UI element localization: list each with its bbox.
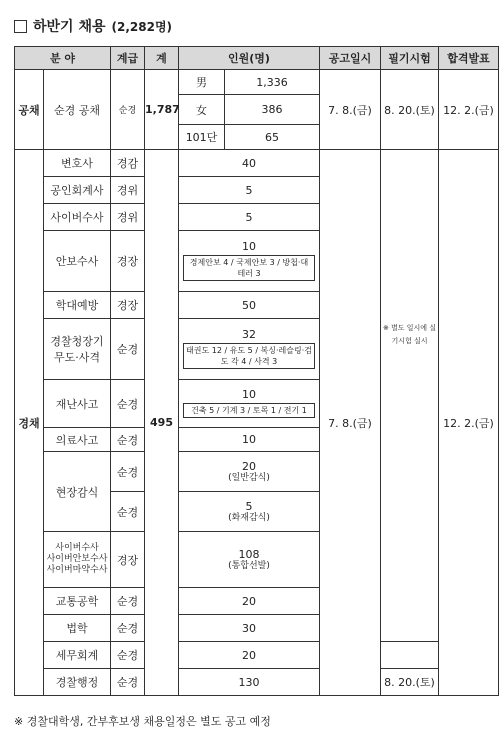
rank-cell: 경장	[111, 532, 145, 588]
written-note: ※ 별도 일시에 실기시험 실시	[382, 324, 437, 345]
count-value: 108	[238, 547, 260, 561]
gender-label: 女	[179, 95, 225, 125]
rank-cell: 순경	[111, 428, 145, 452]
table-row	[15, 150, 499, 177]
written-cell: 8. 20.(토)	[381, 70, 439, 150]
field-cell: 교통공학	[44, 588, 111, 615]
count-cell	[179, 452, 320, 492]
field-line: 사이버안보수사	[46, 554, 108, 564]
field-cell: 경찰청장기 무도·사격	[44, 319, 111, 380]
count-cell: 10	[179, 428, 320, 452]
breakdown-note: 태권도 12 / 유도 5 / 복싱·레슬링·검도 각 4 / 사격 3	[183, 343, 315, 369]
count-cell	[179, 319, 320, 380]
header-pass: 합격발표	[439, 47, 499, 70]
footer-note: ※ 경찰대학생, 간부후보생 채용일정은 별도 공고 예정	[14, 715, 271, 728]
count-cell: 20	[179, 588, 320, 615]
written-cell: 8. 20.(토)	[381, 669, 439, 696]
rank-cell: 경장	[111, 292, 145, 319]
rank-cell: 순경	[111, 669, 145, 696]
count-sub: (화재감식)	[228, 512, 270, 523]
rank-cell: 경위	[111, 177, 145, 204]
section-gongchae: 공채	[15, 70, 44, 150]
count-cell: 50	[179, 292, 320, 319]
header-total: 계	[145, 47, 179, 70]
pass-cell: 12. 2.(금)	[439, 150, 499, 696]
total-cell: 1,787	[145, 70, 179, 150]
field-cell: 법학	[44, 615, 111, 642]
recruitment-table	[14, 46, 499, 696]
written-note-cell	[381, 150, 439, 642]
rank-cell: 경위	[111, 204, 145, 231]
page-title	[14, 16, 172, 36]
field-cell	[44, 532, 111, 588]
breakdown-note: 경제안보 4 / 국제안보 3 / 방첩·대테러 3	[183, 255, 315, 281]
field-cell: 재난사고	[44, 380, 111, 428]
field-cell: 세무회계	[44, 642, 111, 669]
announce-cell: 7. 8.(금)	[320, 150, 381, 696]
header-written: 필기시험	[381, 47, 439, 70]
announce-cell: 7. 8.(금)	[320, 70, 381, 150]
count-value: 32	[242, 327, 256, 341]
table-row	[15, 669, 499, 696]
rank-cell: 경장	[111, 231, 145, 292]
count-cell	[179, 380, 320, 428]
unit-value: 65	[225, 125, 320, 150]
count-cell: 20	[179, 642, 320, 669]
count-cell: 5	[179, 177, 320, 204]
field-cell: 변호사	[44, 150, 111, 177]
unit-label: 101단	[179, 125, 225, 150]
rank-cell: 순경	[111, 615, 145, 642]
count-value: 20	[242, 459, 256, 473]
count-cell: 40	[179, 150, 320, 177]
field-line: 사이버수사	[55, 543, 99, 553]
rank-cell: 순경	[111, 588, 145, 615]
header-announce: 공고일시	[320, 47, 381, 70]
count-cell: 30	[179, 615, 320, 642]
table-row	[15, 642, 499, 669]
count-cell: 5	[179, 204, 320, 231]
field-cell: 경찰행정	[44, 669, 111, 696]
rank-cell: 순경	[111, 70, 145, 150]
gender-value: 386	[225, 95, 320, 125]
field-cell: 의료사고	[44, 428, 111, 452]
total-cell: 495	[145, 150, 179, 696]
table-row	[15, 70, 499, 95]
field-cell: 공인회계사	[44, 177, 111, 204]
title-text: 하반기 채용	[33, 19, 106, 35]
header-people: 인원(명)	[179, 47, 320, 70]
field-cell: 현장감식	[44, 452, 111, 532]
header-rank: 계급	[111, 47, 145, 70]
field-line: 사이버마약수사	[46, 565, 108, 575]
count-cell	[179, 231, 320, 292]
checkbox-square-icon	[14, 20, 27, 33]
rank-cell: 순경	[111, 642, 145, 669]
count-cell	[179, 492, 320, 532]
section-gyeongchae: 경채	[15, 150, 44, 696]
field-cell: 안보수사	[44, 231, 111, 292]
field-cell: 학대예방	[44, 292, 111, 319]
count-sub: (통합선발)	[228, 560, 270, 571]
count-cell	[179, 532, 320, 588]
count-value: 10	[242, 387, 256, 401]
gender-label: 男	[179, 70, 225, 95]
field-cell: 순경 공채	[44, 70, 111, 150]
rank-cell: 순경	[111, 492, 145, 532]
header-row	[15, 47, 499, 70]
pass-cell: 12. 2.(금)	[439, 70, 499, 150]
rank-cell: 순경	[111, 319, 145, 380]
count-cell: 130	[179, 669, 320, 696]
gender-value: 1,336	[225, 70, 320, 95]
rank-cell: 순경	[111, 380, 145, 428]
field-cell: 사이버수사	[44, 204, 111, 231]
count-sub: (일반감식)	[228, 472, 270, 483]
rank-cell: 순경	[111, 452, 145, 492]
count-value: 5	[245, 499, 253, 513]
rank-cell: 경감	[111, 150, 145, 177]
breakdown-note: 건축 5 / 기계 3 / 토목 1 / 전기 1	[183, 403, 315, 418]
title-count: (2,282명)	[111, 19, 173, 34]
count-value: 10	[242, 239, 256, 253]
header-field: 분 야	[15, 47, 111, 70]
